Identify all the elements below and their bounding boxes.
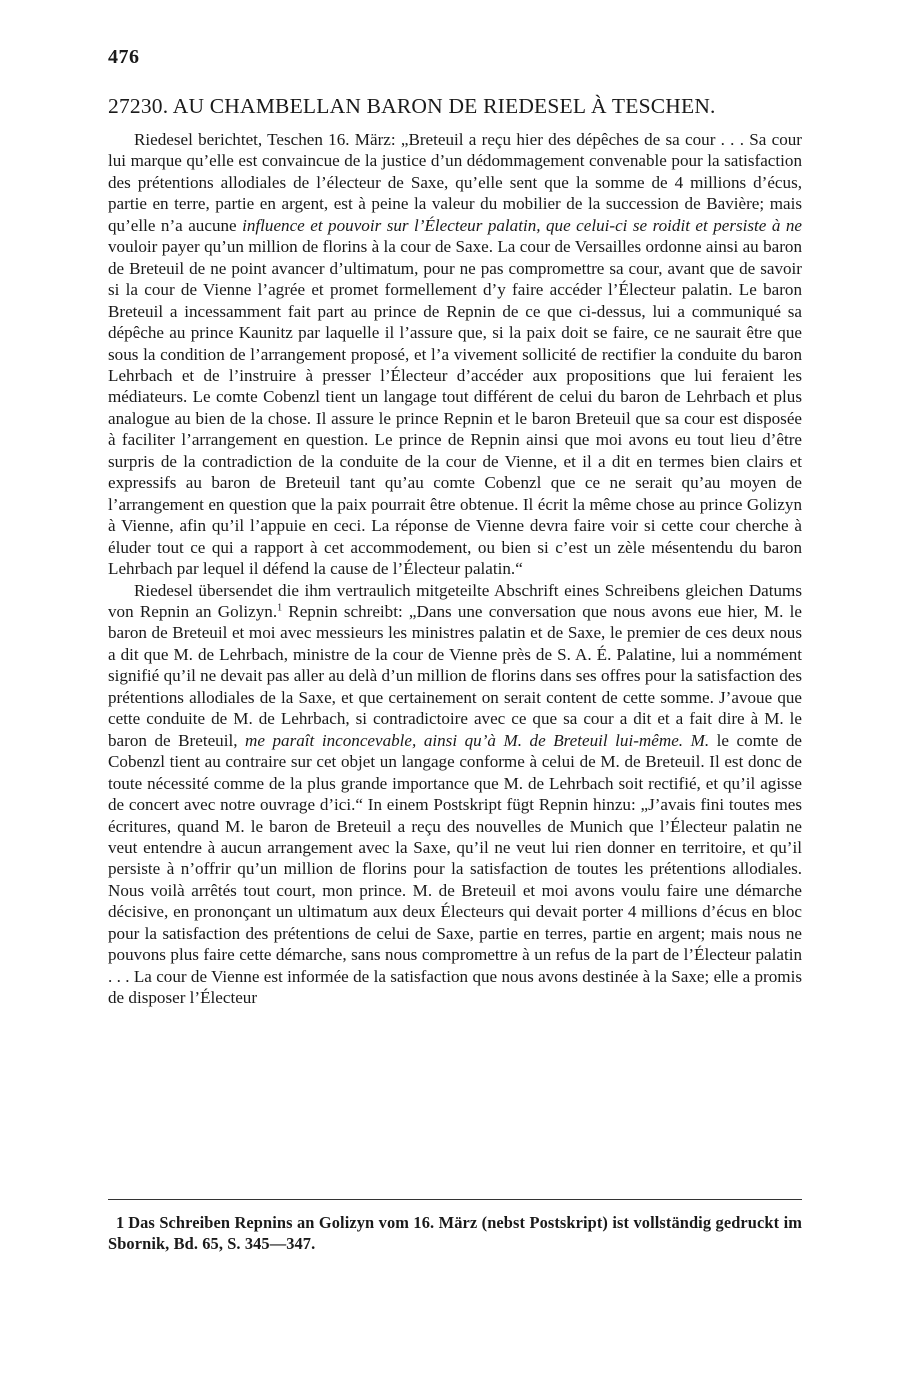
footnote-reference: 1 xyxy=(277,602,283,614)
paragraph1-rest: vouloir payer qu’un million de florins à la cour de Saxe. La cour de Versailles ordonne ainsi au baron de Breteuil de ne point avancer d’ultimatum, pour ne pas compromettre sa cour, avant que de savoir si la cour de Vienne l’agrée et promet formellement d’y faire accéder l’Électeur palatin. Le baron Breteuil a incessamment fait part au prince de Repnin de ce que ci-dessus, lui a communiqué sa dépêche au prince Kaunitz par laquelle il l’assure que, si la paix doit se faire, ce ne saurait être que sous la condition de l’arrangement proposé, et l’a vivement sollicité de rectifier la conduite du baron Lehrbach et de l’instruire à presser l’Électeur d’accéder aux propositions que lui feraient les médiateurs. Le comte Cobenzl tient un langage tout différent de celui du baron de Lehrbach et plus analogue au bien de la chose. Il assure le prince Repnin et le baron Breteuil que sa cour est disposée à faciliter l’arrangement en question. Le prince de Repnin ainsi que moi avons eu tout lieu d’être surpris de la contradiction de la conduite de la cour de Vienne, et il a dit en termes bien clairs et expressifs au baron de Breteuil tant qu’au comte Cobenzl que ce ne serait qu’au moyen de l’arrangement en question que la paix pourrait être obtenue. Il écrit la même chose au prince Golizyn à Vienne, afin qu’il l’appuie en ceci. La réponse de Vienne devra faire voir si cette cour cherche à éluder tout ce qui a rapport à cet accommodement, ou bien si c’est un zèle mésentendu du baron Lehrbach par lequel il défend la cause de l’Électeur palatin.“ xyxy=(108,237,802,579)
paragraph1-italic: influence et pouvoir sur l’Électeur palatin, que celui-ci se roidit et persiste à ne xyxy=(242,215,803,235)
body-text xyxy=(108,129,802,1009)
footnote-divider xyxy=(108,1199,802,1200)
footnote-marker: 1 xyxy=(116,1213,125,1232)
paragraph2-italic: me paraît inconcevable, ainsi qu’à M. de Breteuil lui-même. M. xyxy=(245,730,710,750)
letter-heading: 27230. AU CHAMBELLAN BARON DE RIEDESEL À TESCHEN. xyxy=(108,94,716,118)
paragraph2-part3: le comte de Cobenzl tient au contraire sur cet objet un langage conforme à celui de M. de Breteuil. Il est donc de toute nécessité comme de la plus grande importance que M. de Lehrbach soit rectifié, et qu’il agisse de concert avec notre ouvrage d’ici.“ In einem Postskript fügt Repnin hinzu: „J’avais fini toutes mes écritures, quand M. le baron de Breteuil a reçu des nouvelles de Munich que l’Électeur palatin ne veut entendre à aucun arrangement avec la Saxe, qu’il ne veut lui rien donner en territoire, et qu’il persiste à n’offrir qu’un million de florins pour la satisfaction de toutes les prétentions allodiales. Nous voilà arrêtés tout court, mon prince. M. de Breteuil et moi avons voulu faire une démarche décisive, en prononçant un ultimatum aux deux Électeurs qui devait porter 4 millions d’écus en bloc pour la satisfaction des prétentions de celui de Saxe, partie en terres, partie en argent; mais nous ne pouvons plus faire cette démarche, sans nous compromettre à un refus de la part de l’Électeur palatin . . . La cour de Vienne est informée de la satisfaction que nous avons destinée à la Saxe; elle a promis de disposer l’Électeur xyxy=(108,730,802,1008)
paragraph-repnin-letter xyxy=(108,580,802,1009)
paragraph1-intro: Riedesel berichtet, Teschen 16. März: „Breteuil a reçu hier des dépêches de sa cour . . . Sa cour lui marque qu’elle est convaincue de la justice d’un dédommagement convenable pour la satisfaction des prétentions allodiales de l’électeur de Saxe, qu’elle sent que la somme de 4 millions d’écus, partie en terre, partie en argent, est à peine la valeur du mobilier de la succession de Bavière; mais qu’elle n’a aucune xyxy=(108,130,802,235)
paragraph2-part2: Repnin schreibt: „Dans une conversation que nous avons eue hier, M. le baron de Breteuil et moi avec messieurs les ministres palatin et de Saxe, le premier de ces deux nous a dit que M. de Lehrbach, ministre de la cour de Vienne près de S. A. É. Palatine, lui a nommément signifié qu’il ne devait pas aller au delà d’un million de florins dans ses offres pour la satisfaction des prétentions allodiales de la Saxe, et que certainement on serait content de cette somme. J’avoue que cette conduite de M. de Lehrbach, si contradictoire avec ce que sa cour a dit et a fait dire à M. le baron de Breteuil, xyxy=(108,601,802,750)
footnote-text: Das Schreiben Repnins an Golizyn vom 16. März (nebst Postskript) ist vollständig gedruckt im Sbornik, Bd. 65, S. 345—347. xyxy=(108,1213,802,1253)
page-number: 476 xyxy=(108,46,140,68)
paragraph-riedesel-report xyxy=(108,129,802,580)
paragraph2-part1: Riedesel übersendet die ihm vertraulich mitgeteilte Abschrift eines Schreibens gleichen Datums von Repnin an Golizyn. xyxy=(108,580,802,621)
footnote xyxy=(108,1212,802,1254)
